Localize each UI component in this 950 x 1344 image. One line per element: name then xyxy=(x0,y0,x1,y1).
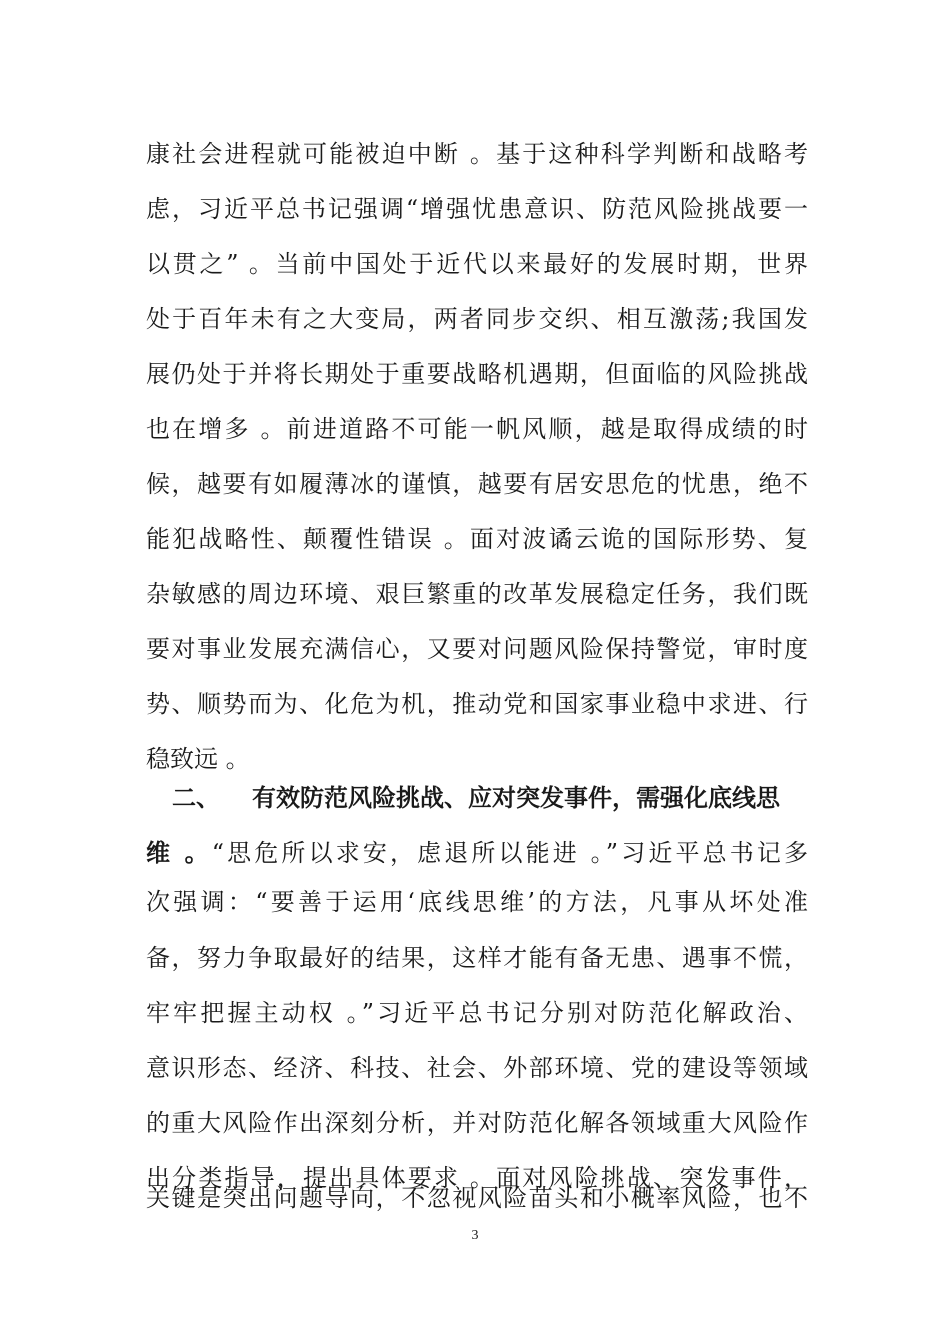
section-heading xyxy=(146,778,808,818)
text-line: 能犯战略性、颠覆性错误 。面对波谲云诡的国际形势、复 xyxy=(146,525,808,553)
text-line: 虑，习近平总书记强调“增强忧患意识、防范风险挑战要一 xyxy=(146,195,808,223)
text-line: 展仍处于并将长期处于重要战略机遇期，但面临的风险挑战 xyxy=(146,360,808,388)
section-heading-continuation xyxy=(146,833,808,873)
text-line: 出分类指导，提出具体要求 。面对风险挑战、突发事件， xyxy=(146,1164,808,1192)
text-line: 也在增多 。前进道路不可能一帆风顺，越是取得成绩的时 xyxy=(146,415,808,443)
text-line: 牢牢把握主动权 。”习近平总书记分别对防范化解政治、 xyxy=(146,999,808,1027)
text-line: 要对事业发展充满信心，又要对问题风险保持警觉，审时度 xyxy=(146,635,808,663)
text-line: 稳致远 。 xyxy=(146,745,250,773)
text-line: 备，努力争取最好的结果，这样才能有备无患、遇事不慌， xyxy=(146,944,808,972)
text-line: 候，越要有如履薄冰的谨慎，越要有居安思危的忧患，绝不 xyxy=(146,470,808,498)
quote-text: “思危所以求安，虑退所以能进 。”习近平总书记多 xyxy=(211,839,808,867)
text-line: 势、顺势而为、化危为机，推动党和国家事业稳中求进、行 xyxy=(146,690,808,718)
section-heading-text: 有效防范风险挑战、应对突发事件，需强化底线思 xyxy=(252,783,780,812)
text-line: 的重大风险作出深刻分析，并对防范化解各领域重大风险作 xyxy=(146,1109,808,1137)
text-line: 康社会进程就可能被迫中断 。基于这种科学判断和战略考 xyxy=(146,140,808,168)
text-line-final: 关键是突出问题导向，不忽视风险苗头和小概率风险，也不 xyxy=(146,1184,808,1212)
section-number: 二、 xyxy=(172,783,220,812)
page-number: 3 xyxy=(471,1228,479,1243)
text-line: 杂敏感的周边环境、艰巨繁重的改革发展稳定任务，我们既 xyxy=(146,580,808,608)
section-heading-end: 维 。 xyxy=(146,838,212,867)
text-line: 以贯之” 。当前中国处于近代以来最好的发展时期，世界 xyxy=(146,250,808,278)
text-line: 处于百年未有之大变局，两者同步交织、相互激荡;我国发 xyxy=(146,305,808,333)
text-line: 次强调：“要善于运用‘底线思维’的方法，凡事从坏处准 xyxy=(146,888,808,916)
text-line: 意识形态、经济、科技、社会、外部环境、党的建设等领域 xyxy=(146,1054,808,1082)
